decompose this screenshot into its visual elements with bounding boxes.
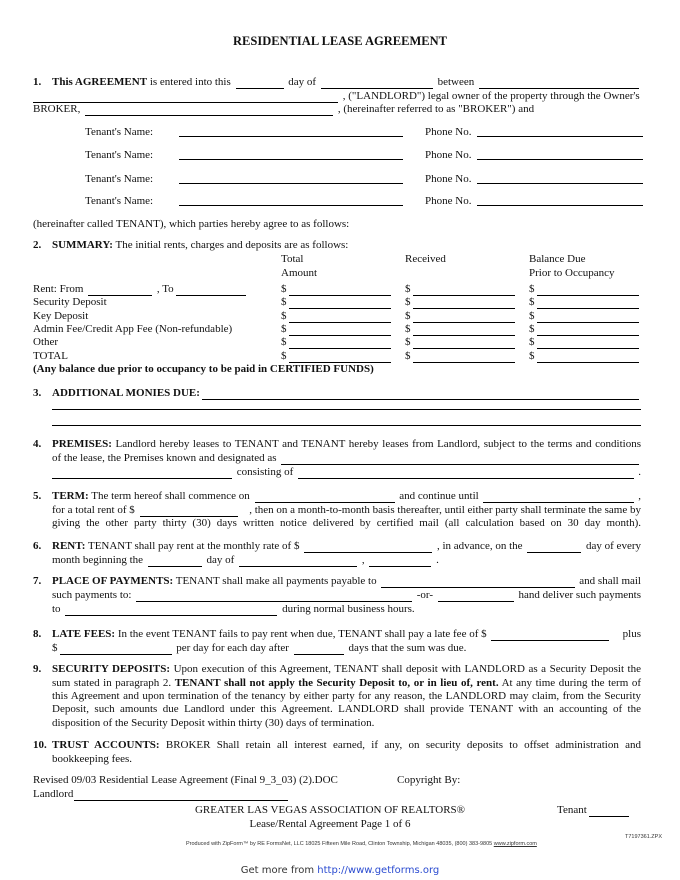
currency-symbol: $ — [405, 336, 411, 348]
total-amount-field[interactable] — [289, 352, 392, 363]
currency-symbol: $ — [405, 323, 411, 335]
page-indicator: Lease/Rental Agreement Page 1 of 6 — [249, 818, 411, 830]
summary-amount-cell — [405, 310, 517, 323]
premises-address-field-2[interactable] — [52, 468, 232, 479]
text: such payments to: — [52, 589, 135, 601]
currency-symbol: $ — [529, 350, 535, 362]
beginning-year-field[interactable] — [369, 556, 431, 567]
text: . — [433, 554, 439, 566]
text: , ("LANDLORD") legal owner of the property through the Owner's — [340, 90, 640, 102]
tenant-name-label: Tenant's Name: — [85, 173, 154, 185]
total-amount-field[interactable] — [289, 325, 392, 336]
landlord-name-field[interactable] — [479, 78, 639, 89]
currency-symbol: $ — [405, 310, 411, 322]
section-3-number: 3. — [33, 387, 42, 399]
getmore-banner — [0, 865, 680, 876]
text: , — [635, 490, 641, 502]
currency-symbol: $ — [281, 323, 287, 335]
other-label: Other — [33, 336, 59, 348]
zipform-link[interactable]: www.zipform.com — [493, 841, 537, 847]
text: Upon execution of this Agreement, TENANT shall deposit with LANDLORD as a Security Deposit the — [170, 663, 642, 675]
section-7-lead: PLACE OF PAYMENTS: — [52, 575, 174, 587]
additional-monies-field-1[interactable] — [202, 389, 639, 400]
summary-amount-cell — [281, 336, 393, 349]
admin-fee-label: Admin Fee/Credit App Fee (Non-refundable) — [33, 323, 233, 335]
premises-consisting-field[interactable] — [298, 468, 633, 479]
landlord-initials-row — [33, 788, 290, 801]
rent-from-field[interactable] — [88, 285, 152, 296]
text: , in advance, on the — [434, 540, 526, 552]
hand-deliver-field[interactable] — [438, 591, 514, 602]
text: Produced with ZipForm™ by RE FormsNet, LLC 18025 Fifteen Mile Road, Clinton Township, Michigan 48035, (800) 383-9805 — [186, 841, 493, 847]
text: plus — [619, 628, 641, 640]
rent-from-label: Rent: From — [33, 283, 87, 295]
phone-label: Phone No. — [425, 173, 472, 185]
section-8-number: 8. — [33, 628, 42, 640]
text: In the event TENANT fails to pay rent when due, TENANT shall pay a late fee of $ — [115, 628, 490, 640]
section-8-line-2 — [52, 642, 466, 655]
section-6-line-2 — [52, 554, 439, 567]
text: day of — [285, 76, 319, 88]
summary-amount-cell — [405, 350, 517, 363]
phone-label: Phone No. — [425, 195, 472, 207]
section-9-line-2 — [52, 677, 641, 690]
received-field[interactable] — [413, 338, 516, 349]
mail-payments-to-field[interactable] — [136, 591, 412, 602]
rent-to-label: , To — [154, 283, 174, 295]
tenant-initials-row — [557, 804, 631, 817]
broker-name-field[interactable] — [85, 105, 333, 116]
summary-amount-cell — [405, 336, 517, 349]
section-7-line-1 — [52, 575, 641, 588]
section-7-line-2 — [52, 589, 641, 602]
rent-period-row — [33, 283, 248, 296]
currency-symbol: $ — [281, 310, 287, 322]
currency-symbol: $ — [529, 296, 535, 308]
section-3-lead: ADDITIONAL MONIES DUE: — [52, 387, 200, 399]
text: between — [434, 76, 477, 88]
text: TENANT shall pay rent at the monthly rate of $ — [85, 540, 303, 552]
balance-due-field[interactable] — [537, 338, 640, 349]
text: TENANT shall make all payments payable to — [173, 575, 380, 587]
term-start-field[interactable] — [255, 492, 395, 503]
section-10-lead: TRUST ACCOUNTS: — [52, 739, 160, 751]
section-10-line-2: bookkeeping fees. — [52, 753, 133, 765]
text: days that the sum was due. — [345, 642, 467, 654]
tenant-name-label: Tenant's Name: — [85, 149, 154, 161]
document-title: RESIDENTIAL LEASE AGREEMENT — [233, 34, 447, 48]
security-deposit-label: Security Deposit — [33, 296, 107, 308]
total-label: TOTAL — [33, 350, 68, 362]
text: month beginning the — [52, 554, 146, 566]
balance-due-field[interactable] — [537, 352, 640, 363]
rent-due-day-field[interactable] — [527, 542, 581, 553]
section-8-line-1 — [52, 628, 641, 641]
text: -or- — [413, 589, 436, 601]
tenant-name-field-4[interactable] — [179, 195, 403, 206]
getforms-link[interactable]: http://www.getforms.org — [317, 865, 440, 876]
summary-amount-cell — [405, 323, 517, 336]
section-5-line-1 — [52, 490, 641, 503]
col-received-header: Received — [405, 253, 446, 265]
summary-amount-cell — [281, 283, 393, 296]
text: . — [635, 466, 641, 478]
section-6-lead: RENT: — [52, 540, 86, 552]
currency-symbol: $ — [281, 283, 287, 295]
col-balance-header-2: Prior to Occupancy — [529, 267, 615, 279]
currency-symbol: $ — [281, 296, 287, 308]
section-10-line-1 — [52, 739, 641, 752]
text: , — [359, 554, 368, 566]
text: Get more from — [240, 865, 318, 876]
section-2-lead: SUMMARY: — [52, 239, 113, 251]
tenant-name-field-3[interactable] — [179, 173, 403, 184]
received-field[interactable] — [413, 312, 516, 323]
section-8-lead: LATE FEES: — [52, 628, 116, 640]
summary-amount-cell — [529, 336, 641, 349]
summary-amount-cell — [281, 310, 393, 323]
summary-amount-cell — [529, 350, 641, 363]
text: Landlord hereby leases to TENANT and TENANT hereby leases from Landlord, subject to the terms and conditions — [111, 438, 641, 450]
monthly-rent-field[interactable] — [304, 542, 432, 553]
rent-to-field[interactable] — [176, 285, 246, 296]
currency-symbol: $ — [405, 296, 411, 308]
section-7-line-3 — [52, 603, 415, 616]
currency-symbol: $ — [529, 283, 535, 295]
phone-field-2[interactable] — [477, 149, 643, 160]
section-4-line-2 — [52, 452, 641, 465]
currency-symbol: $ — [281, 350, 287, 362]
grace-days-field[interactable] — [294, 644, 344, 655]
text: , then on a month-to-month basis thereafter, until either party shall terminate the same by — [246, 504, 641, 516]
payable-to-field[interactable] — [381, 577, 574, 588]
section-9-line-3: this Agreement and upon termination of the tenancy by either party for any reason, the LANDLORD may claim, from the Security — [52, 690, 641, 702]
section-5-line-3: giving the other party thirty (30) days written notice delivered by certified mail (all calculation based on 30 day month). — [52, 517, 641, 529]
total-amount-field[interactable] — [289, 285, 392, 296]
text: to — [52, 603, 64, 615]
section-1-lead: This AGREEMENT — [52, 76, 148, 88]
balance-due-field[interactable] — [537, 285, 640, 296]
summary-amount-cell — [529, 296, 641, 309]
tenant-name-label: Tenant's Name: — [85, 195, 154, 207]
text: At any time during the term of — [498, 677, 642, 689]
section-4-line-3 — [52, 466, 641, 479]
section-3-line — [52, 387, 641, 400]
text: The term hereof shall commence on — [88, 490, 253, 502]
tenant-name-field-2[interactable] — [179, 149, 403, 160]
text: during normal business hours. — [279, 603, 415, 615]
late-fee-field[interactable] — [491, 630, 609, 641]
section-1-line-3 — [33, 103, 641, 116]
summary-amount-cell — [281, 323, 393, 336]
text: and continue until — [396, 490, 482, 502]
section-9-line-1 — [52, 663, 641, 676]
section-4-number: 4. — [33, 438, 42, 450]
landlord-label: Landlord — [33, 788, 74, 800]
tenant-label: Tenant — [557, 804, 587, 816]
phone-label: Phone No. — [425, 149, 472, 161]
currency-symbol: $ — [529, 336, 535, 348]
section-5-number: 5. — [33, 490, 42, 502]
section-2-heading — [52, 239, 348, 252]
text: per day for each day after — [173, 642, 292, 654]
text: day of every — [583, 540, 641, 552]
summary-amount-cell — [405, 296, 517, 309]
phone-label: Phone No. — [425, 126, 472, 138]
received-field[interactable] — [413, 298, 516, 309]
currency-symbol: $ — [529, 323, 535, 335]
received-field[interactable] — [413, 285, 516, 296]
certified-funds-note: (Any balance due prior to occupancy to be paid in CERTIFIED FUNDS) — [33, 363, 374, 375]
text: is entered into this — [147, 76, 234, 88]
currency-symbol: $ — [405, 350, 411, 362]
text: TENANT shall not apply the Security Deposit to, or in lieu of, rent. — [174, 677, 499, 689]
section-4-line-1 — [52, 438, 641, 451]
col-balance-header: Balance Due — [529, 253, 586, 265]
section-9-line-5: disposition of the Security Deposit within thirty (30) days of termination. — [52, 717, 375, 729]
additional-monies-field-3[interactable] — [52, 425, 641, 426]
text: , (hereinafter referred to as "BROKER") and — [335, 103, 535, 115]
currency-symbol: $ — [281, 336, 287, 348]
copyright-label: Copyright By: — [397, 774, 461, 786]
text: consisting of — [234, 466, 297, 478]
text: BROKER, — [33, 103, 84, 115]
landlord-initials-field[interactable] — [74, 790, 288, 801]
section-6-number: 6. — [33, 540, 42, 552]
phone-field-4[interactable] — [477, 195, 643, 206]
text: sum stated in paragraph 2. — [52, 677, 175, 689]
balance-due-field[interactable] — [537, 298, 640, 309]
section-1-number: 1. — [33, 76, 42, 88]
summary-amount-cell — [529, 323, 641, 336]
received-field[interactable] — [413, 325, 516, 336]
summary-amount-cell — [281, 296, 393, 309]
form-id: T7197361.ZPX — [625, 834, 662, 840]
section-1-closing: (hereinafter called TENANT), which parties hereby agree to as follows: — [33, 218, 350, 230]
association-name: GREATER LAS VEGAS ASSOCIATION OF REALTORS® — [194, 804, 466, 816]
total-amount-field[interactable] — [289, 338, 392, 349]
section-7-number: 7. — [33, 575, 42, 587]
total-rent-field[interactable] — [140, 506, 238, 517]
phone-field-1[interactable] — [477, 126, 643, 137]
text: hand deliver such payments — [515, 589, 641, 601]
deliver-location-field[interactable] — [65, 605, 277, 616]
section-5-line-2 — [52, 504, 641, 517]
section-9-number: 9. — [33, 663, 42, 675]
daily-late-fee-field[interactable] — [60, 644, 172, 655]
summary-amount-cell — [529, 283, 641, 296]
summary-amount-cell — [529, 310, 641, 323]
summary-amount-cell — [405, 283, 517, 296]
tenant-name-field-1[interactable] — [179, 126, 403, 137]
key-deposit-label: Key Deposit — [33, 310, 89, 322]
additional-monies-field-2[interactable] — [52, 409, 641, 410]
received-field[interactable] — [413, 352, 516, 363]
balance-due-field[interactable] — [537, 325, 640, 336]
col-total-header-2: Amount — [281, 267, 318, 279]
section-10-number: 10. — [33, 739, 47, 751]
col-total-header: Total — [281, 253, 304, 265]
section-5-lead: TERM: — [52, 490, 89, 502]
section-6-line-1 — [52, 540, 641, 553]
section-9-line-4: Deposit, such amounts due Landlord under this Agreement. LANDLORD shall provide TENANT with an accounting of the — [52, 703, 641, 715]
summary-amount-cell — [281, 350, 393, 363]
section-2-number: 2. — [33, 239, 42, 251]
section-1-line-1 — [52, 76, 641, 89]
text: day of — [203, 554, 238, 566]
landlord-name-field-2[interactable] — [33, 92, 338, 103]
text: of the lease, the Premises known and designated as — [52, 452, 280, 464]
phone-field-3[interactable] — [477, 173, 643, 184]
text: for a total rent of $ — [52, 504, 138, 516]
text: The initial rents, charges and deposits are as follows: — [112, 239, 349, 251]
text: BROKER Shall retain all interest earned, if any, on security deposits to offset administration and — [159, 739, 641, 751]
total-amount-field[interactable] — [289, 312, 392, 323]
produced-by — [186, 838, 537, 851]
section-1-line-2 — [33, 90, 641, 103]
premises-address-field[interactable] — [281, 454, 639, 465]
currency-symbol: $ — [405, 283, 411, 295]
currency-symbol: $ — [529, 310, 535, 322]
section-9-lead: SECURITY DEPOSITS: — [52, 663, 171, 675]
tenant-initials-field[interactable] — [589, 806, 629, 817]
text: and shall mail — [576, 575, 641, 587]
section-4-lead: PREMISES: — [52, 438, 112, 450]
tenant-name-label: Tenant's Name: — [85, 126, 154, 138]
text: $ — [52, 642, 58, 654]
agreement-day-field[interactable] — [236, 78, 284, 89]
total-amount-field[interactable] — [289, 298, 392, 309]
agreement-month-field[interactable] — [321, 78, 433, 89]
revision-note: Revised 09/03 Residential Lease Agreement (Final 9_3_03) (2).DOC — [33, 774, 338, 786]
beginning-day-field[interactable] — [148, 556, 202, 567]
beginning-month-field[interactable] — [239, 556, 357, 567]
balance-due-field[interactable] — [537, 312, 640, 323]
term-end-field[interactable] — [483, 492, 633, 503]
